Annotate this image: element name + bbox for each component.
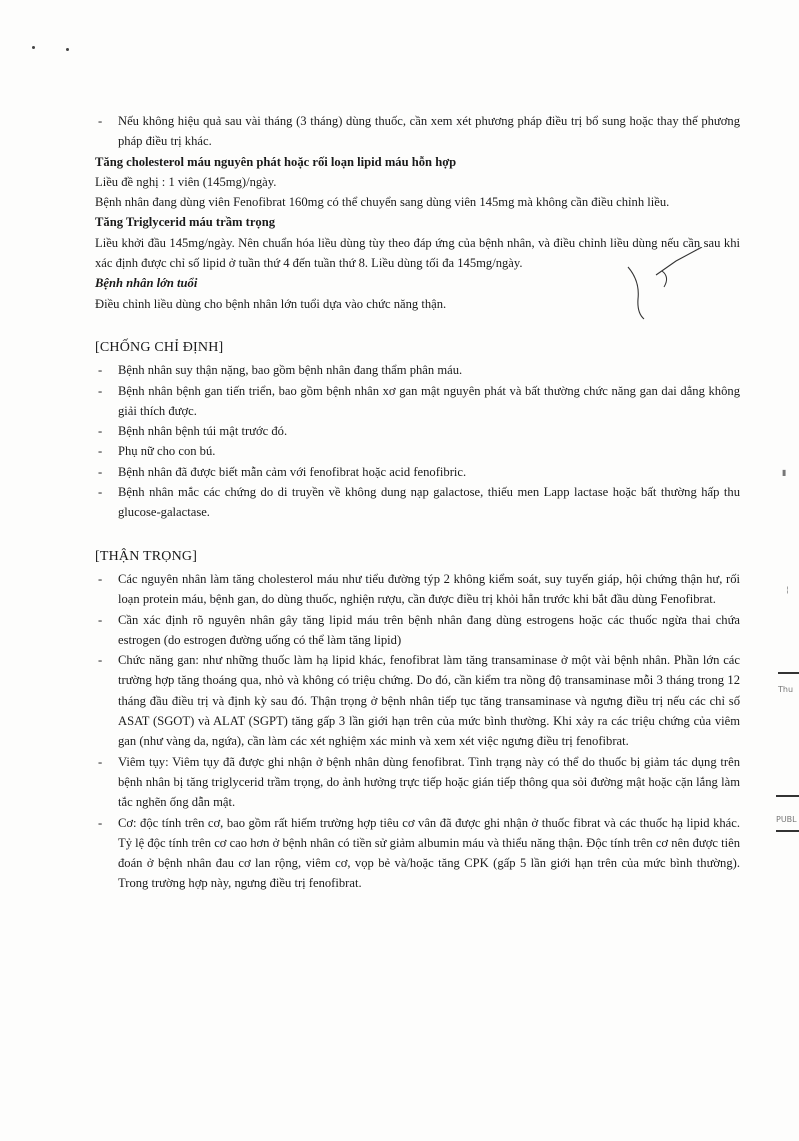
- heading-elderly: Bệnh nhân lớn tuổi: [95, 276, 198, 291]
- list-item: - Bệnh nhân đã được biết mẫn cảm với fenofibrat hoặc acid fenofibric.: [95, 462, 740, 482]
- list-item: - Cơ: độc tính trên cơ, bao gồm rất hiếm trường hợp tiêu cơ vân đã được ghi nhận ở thuốc fibrat và các thuốc hạ lipid khác. Tỷ lệ độc tính trên cơ cao hơn ở bệnh nhân có tiền sử giảm albumin máu và thiểu năng thận. Độc tính trên cơ nên được tiên đoán ở bệnh nhân đau cơ lan rộng, viêm cơ, vọp bẻ và/hoặc tăng CPK (gấp 5 lần giới hạn trên của mức bình thường). Trong trường hợp này, ngưng điều trị fenofibrat.: [95, 813, 740, 894]
- contraindications-list: [95, 360, 740, 522]
- margin-tick: ▮: [782, 468, 787, 477]
- margin-text-thu: Thu: [778, 685, 794, 694]
- list-item: - Viêm tụy: Viêm tụy đã được ghi nhận ở bệnh nhân dùng fenofibrat. Tình trạng này có thể do thuốc bị giảm tác dụng trên bệnh nhân bị tăng triglycerid trầm trọng, do ảnh hưởng trực tiếp hoặc gián tiếp thông qua sỏi đường mật hoặc cặn lắng làm tắc nghẽn ống dẫn mật.: [95, 752, 740, 813]
- scan-speck: [66, 48, 69, 51]
- section-heading-contraindications: [CHỐNG CHỈ ĐỊNH]: [95, 339, 224, 355]
- list-item: - Bệnh nhân bệnh túi mật trước đó.: [95, 421, 740, 441]
- list-item: - Bệnh nhân mắc các chứng do di truyền về không dung nạp galactose, thiếu men Lapp lactase hoặc bất thường hấp thu glucose-galactase.: [95, 482, 740, 523]
- recommended-dose: Liều đề nghị : 1 viên (145mg)/ngày.: [95, 174, 277, 189]
- margin-rule: [776, 795, 799, 797]
- elderly-dose: Điều chỉnh liều dùng cho bệnh nhân lớn tuổi dựa vào chức năng thận.: [95, 296, 447, 311]
- dosage-note: - Nếu không hiệu quả sau vài tháng (3 tháng) dùng thuốc, cần xem xét phương pháp điều trị bổ sung hoặc thay thế phương pháp điều trị khác.: [95, 111, 740, 152]
- heading-severe-hypertriglyceridemia: Tăng Triglycerid máu trầm trọng: [95, 215, 276, 230]
- document-body: [95, 111, 740, 894]
- scan-speck: [32, 46, 35, 49]
- list-item: - Chức năng gan: như những thuốc làm hạ lipid khác, fenofibrat làm tăng transaminase ở một vài bệnh nhân. Phần lớn các trường hợp tăng thoáng qua, nhỏ và không có triệu chứng. Do đó, cần kiểm tra nồng độ transaminase mỗi 3 tháng trong 12 tháng đầu điều trị và định kỳ sau đó. Thận trọng ở bệnh nhân tiếp tục tăng transaminase và ngưng điều trị nếu các chỉ số ASAT (SGOT) và ALAT (SGPT) tăng gấp 3 lần giới hạn trên của mức bình thường. Khi xảy ra các triệu chứng của viêm gan (như vàng da, ngứa), cần làm các xét nghiệm xác minh và xem xét việc ngưng điều trị fenofibrat.: [95, 650, 740, 751]
- margin-text-publ: PUBL: [776, 815, 797, 824]
- precautions-list: [95, 569, 740, 894]
- list-item: - Phụ nữ cho con bú.: [95, 441, 740, 461]
- list-item: - Bệnh nhân bệnh gan tiến triển, bao gồm bệnh nhân xơ gan mật nguyên phát và bất thường chức năng gan dai dẳng không giải thích được.: [95, 381, 740, 422]
- list-item: - Các nguyên nhân làm tăng cholesterol máu như tiểu đường týp 2 không kiểm soát, suy tuyến giáp, hội chứng thận hư, rối loạn protein máu, bệnh gan, do dùng thuốc, nghiện rượu, cần được điều trị khỏi hẳn trước khi bắt đầu dùng Fenofibrat.: [95, 569, 740, 610]
- list-item: - Bệnh nhân suy thận nặng, bao gồm bệnh nhân đang thẩm phân máu.: [95, 360, 740, 380]
- margin-tick: ¦: [786, 585, 789, 594]
- margin-rule: [776, 830, 799, 832]
- switch-dose-note: Bệnh nhân đang dùng viên Fenofibrat 160mg có thể chuyển sang dùng viên 145mg mà không cần điều chỉnh liều.: [95, 195, 670, 210]
- list-item: - Cần xác định rõ nguyên nhân gây tăng lipid máu trên bệnh nhân đang dùng estrogens hoặc các thuốc ngừa thai chứa estrogen (do estrogen đường uống có thể làm tăng lipid): [95, 610, 740, 651]
- section-heading-precautions: [THẬN TRỌNG]: [95, 548, 198, 564]
- heading-primary-hypercholesterolemia: Tăng cholesterol máu nguyên phát hoặc rối loạn lipid máu hỗn hợp: [95, 154, 457, 169]
- starting-dose: Liều khởi đầu 145mg/ngày. Nên chuẩn hóa liều dùng tùy theo đáp ứng của bệnh nhân, và điều chỉnh liều dùng nếu cần sau khi xác định được chỉ số lipid ở tuần thứ 4 đến tuần thứ 8. Liều dùng tối đa 145mg/ngày.: [95, 235, 740, 271]
- margin-rule: [778, 672, 799, 674]
- handwritten-mark-icon: [618, 247, 708, 337]
